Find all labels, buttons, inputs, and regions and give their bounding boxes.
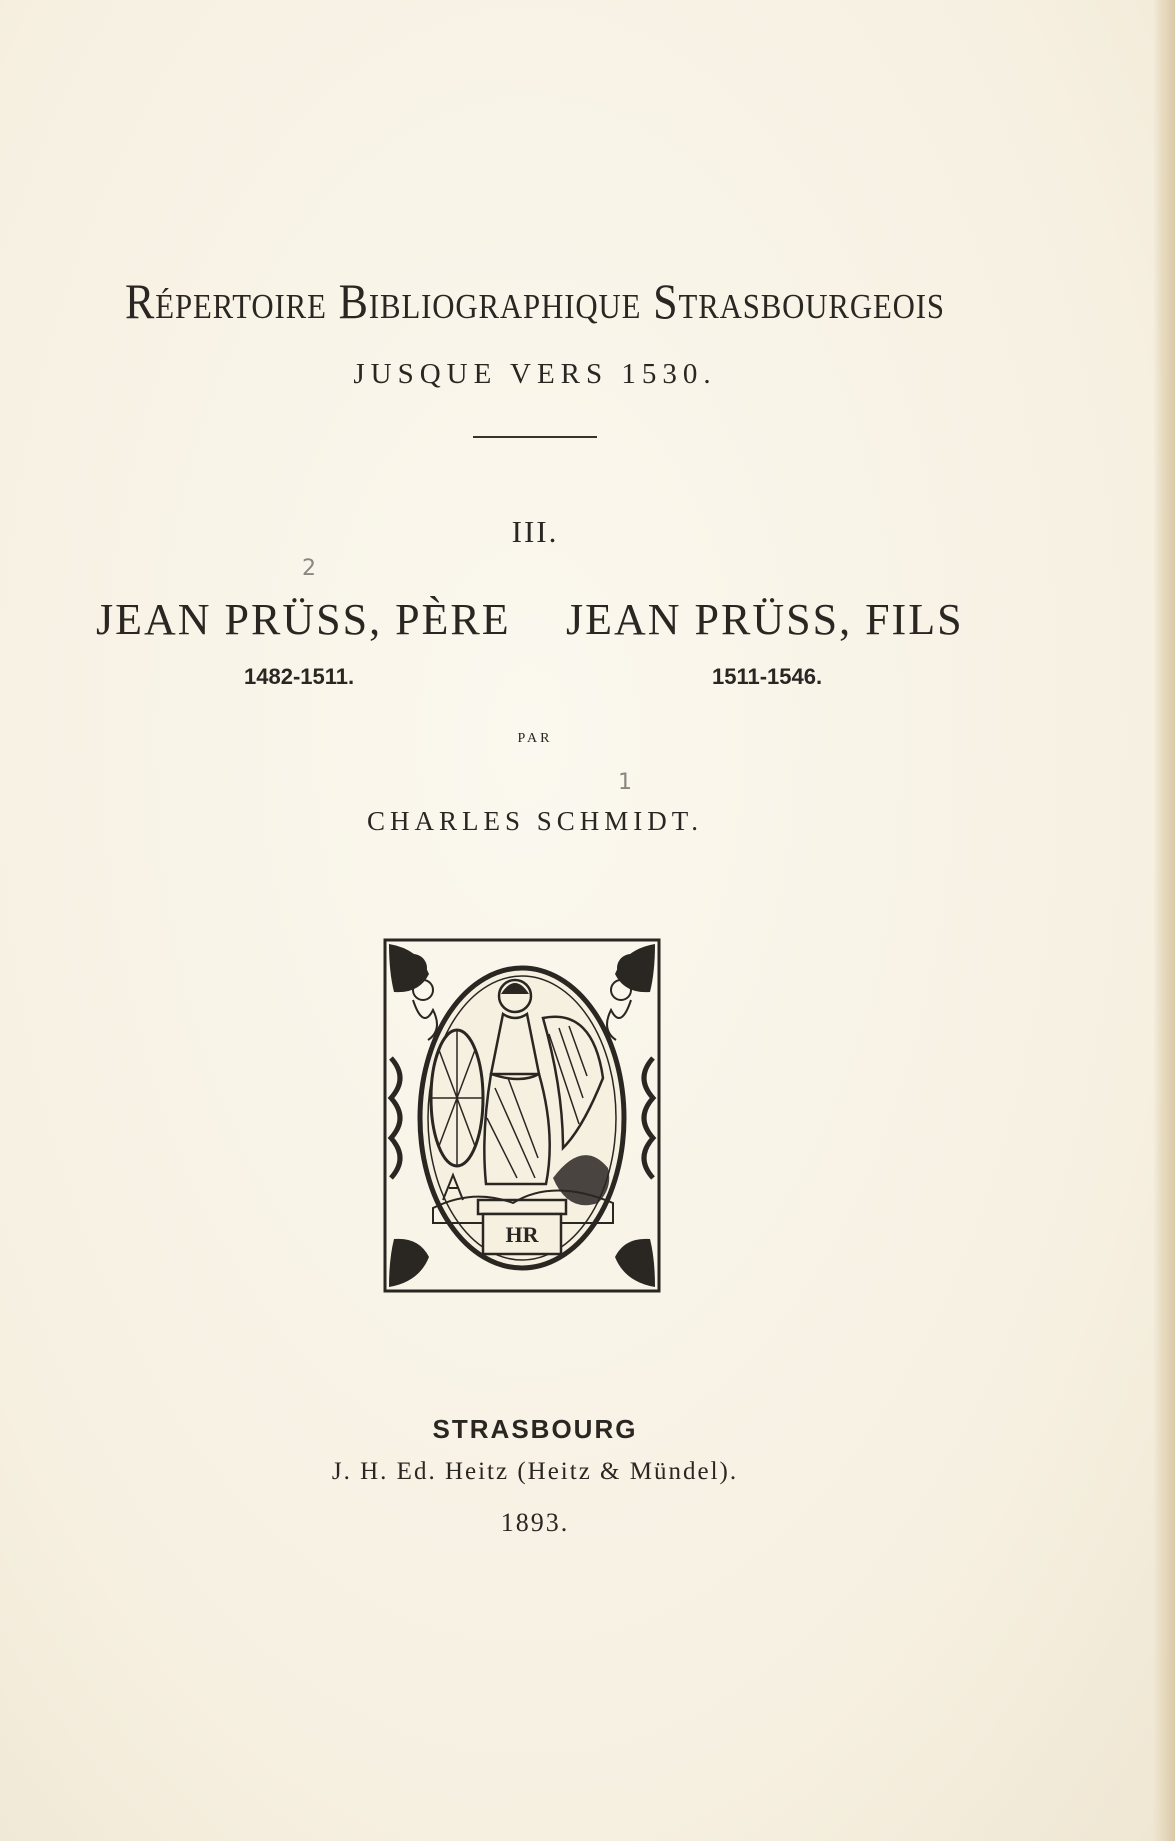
pencil-annotation: 1	[618, 770, 632, 795]
printer-right-dates: 1511-1546.	[712, 664, 823, 689]
printer-monogram: HR	[505, 1222, 539, 1247]
imprint-publisher: J. H. Ed. Heitz (Heitz & Mündel).	[331, 1458, 739, 1485]
printer-device-woodcut-icon	[383, 938, 661, 1293]
by-label: PAR	[517, 731, 553, 746]
author-name: CHARLES SCHMIDT.	[366, 806, 704, 836]
series-title: Répertoire Bibliographique Strasbourgeois	[125, 273, 945, 329]
divider-rule	[473, 436, 597, 438]
pencil-annotation: 2	[302, 556, 316, 581]
imprint-city: STRASBOURG	[432, 1414, 638, 1444]
volume-number: III.	[511, 514, 559, 549]
printer-left-name: JEAN PRÜSS, PÈRE	[96, 595, 511, 644]
printer-left-dates: 1482-1511.	[244, 664, 355, 689]
page-edge	[1153, 0, 1175, 1841]
series-subtitle: JUSQUE VERS 1530.	[353, 358, 717, 390]
imprint-year: 1893.	[500, 1508, 570, 1537]
printer-right-name: JEAN PRÜSS, FILS	[566, 595, 964, 644]
